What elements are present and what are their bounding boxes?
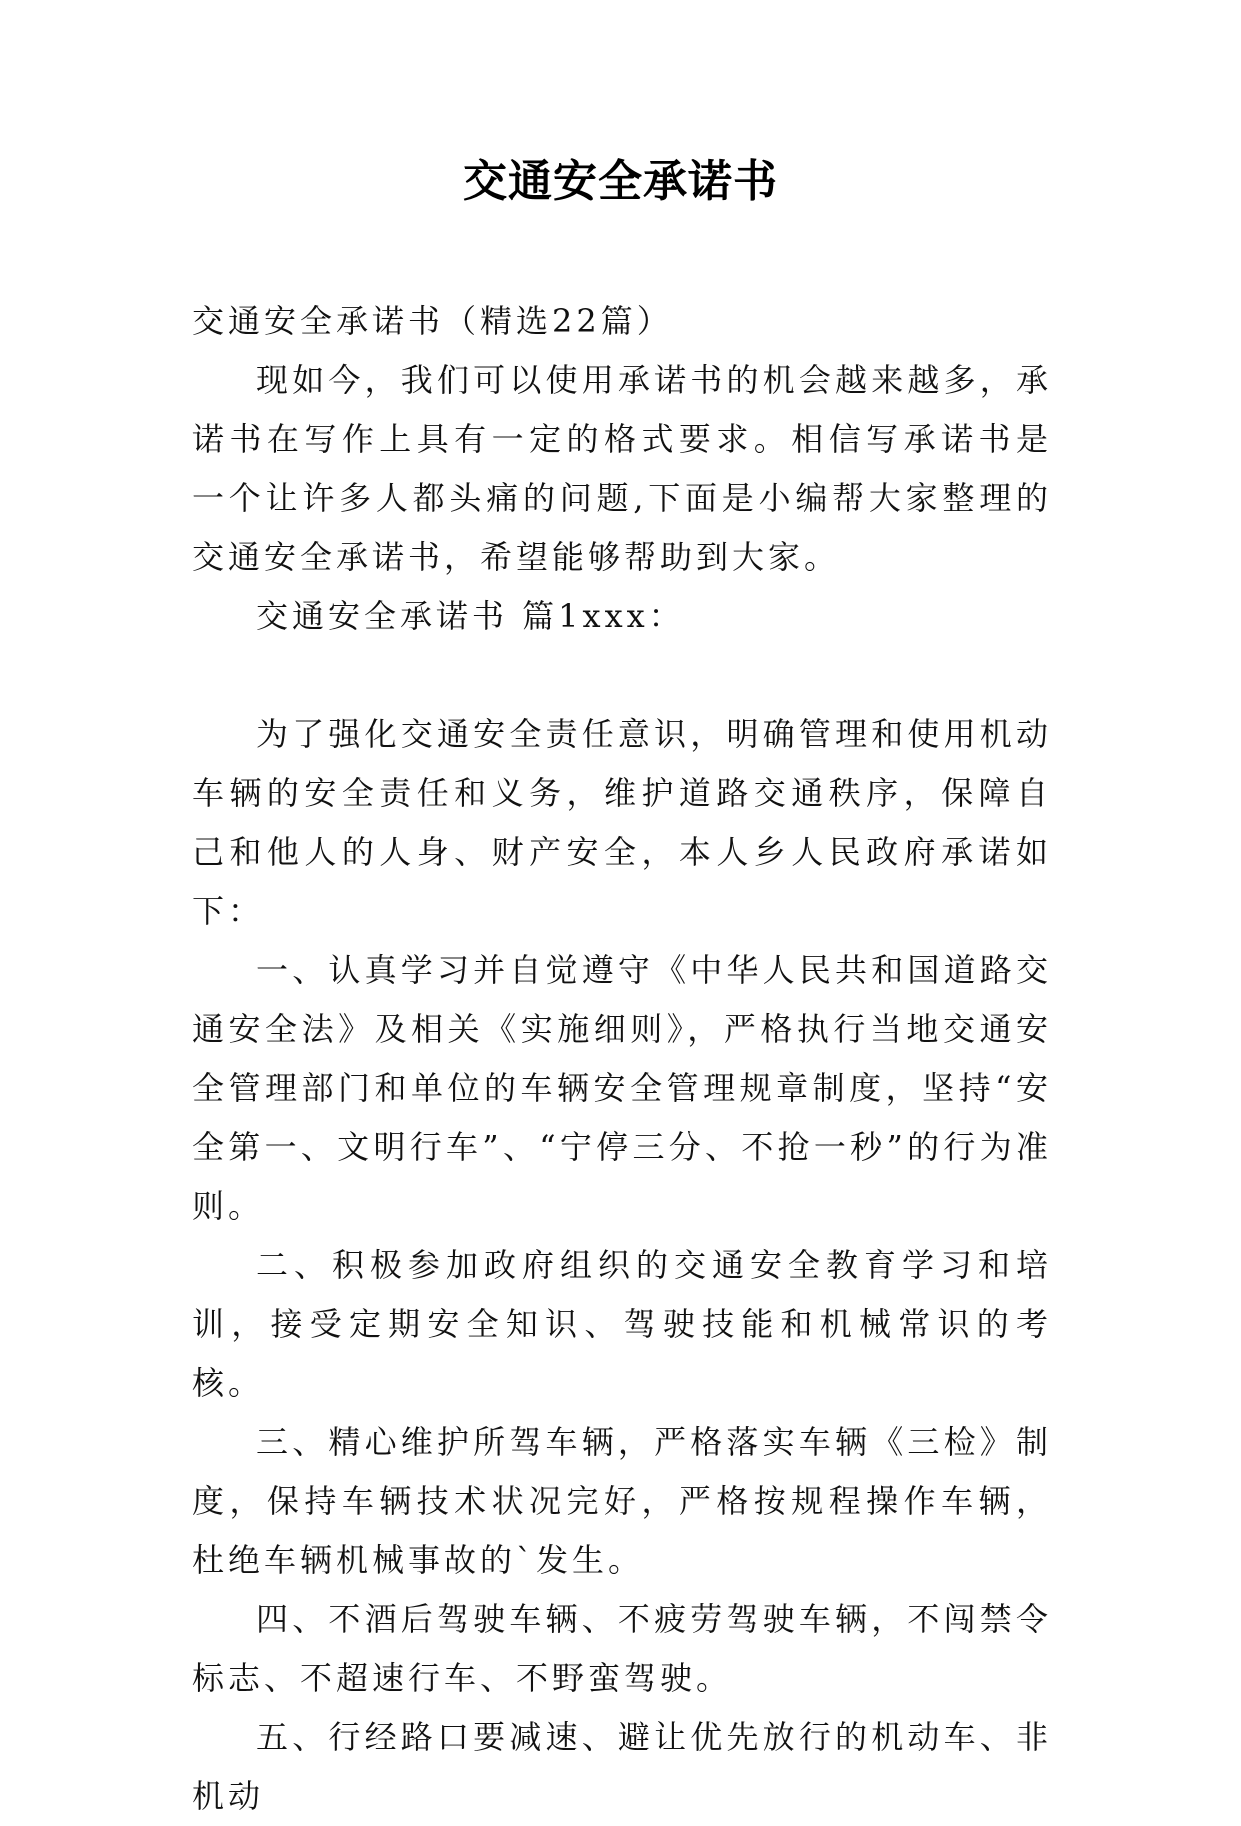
- section-heading: 交通安全承诺书 篇1xxx：: [256, 597, 685, 635]
- body-paragraph: 一、认真学习并自觉遵守《中华人民共和国道路交通安全法》及相关《实施细则》，严格执行当地交通安全管理部门和单位的车辆安全管理规章制度，坚持“安全第一、文明行车”、“宁停三分、不抢一秒”的行为准则。: [192, 951, 1052, 1225]
- document-title: 交通安全承诺书: [463, 156, 778, 207]
- body-paragraph: 三、精心维护所驾车辆，严格落实车辆《三检》制度，保持车辆技术状况完好，严格按规程操作车辆，杜绝车辆机械事故的`发生。: [192, 1423, 1052, 1579]
- body-paragraph: 四、不酒后驾驶车辆、不疲劳驾驶车辆，不闯禁令标志、不超速行车、不野蛮驾驶。: [192, 1600, 1052, 1697]
- document-subtitle: 交通安全承诺书（精选22篇）: [192, 302, 673, 340]
- intro-paragraph: 现如今，我们可以使用承诺书的机会越来越多，承诺书在写作上具有一定的格式要求。相信写承诺书是一个让许多人都头痛的问题,下面是小编帮大家整理的交通安全承诺书，希望能够帮助到大家。: [192, 361, 1052, 576]
- blank-line: [192, 646, 1052, 705]
- body-paragraph: 五、行经路口要减速、避让优先放行的机动车、非机动: [192, 1718, 1052, 1815]
- document-body: [192, 292, 1052, 1826]
- body-paragraph: 为了强化交通安全责任意识，明确管理和使用机动车辆的安全责任和义务，维护道路交通秩序，保障自己和他人的人身、财产安全，本人乡人民政府承诺如下：: [192, 715, 1052, 930]
- body-paragraph: 二、积极参加政府组织的交通安全教育学习和培训，接受定期安全知识、驾驶技能和机械常识的考核。: [192, 1246, 1052, 1402]
